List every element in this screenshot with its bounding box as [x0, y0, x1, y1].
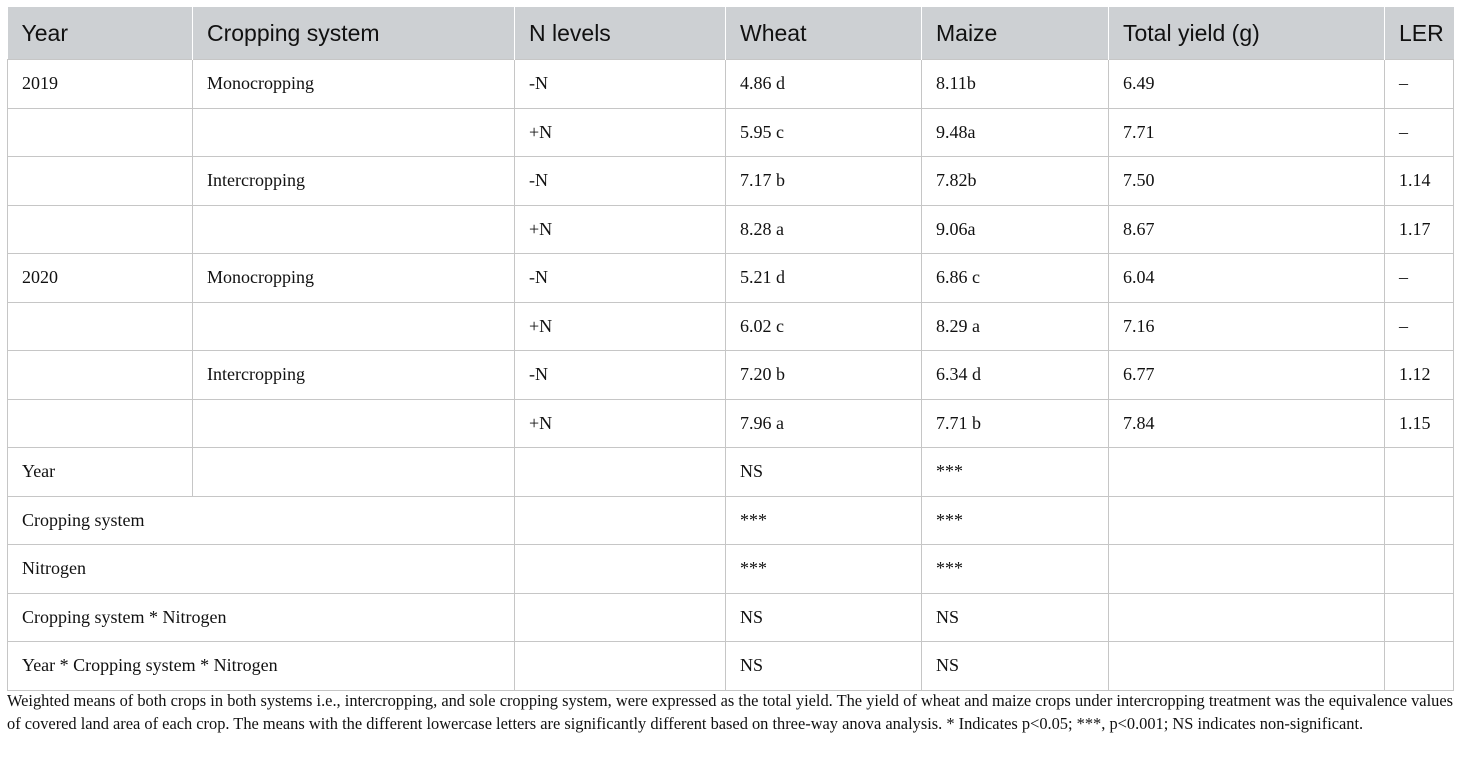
header-total-yield: Total yield (g) — [1109, 7, 1385, 60]
cell-n-level: +N — [515, 205, 726, 254]
cell-n-level: -N — [515, 157, 726, 206]
anova-empty — [1385, 448, 1454, 497]
cell-cropping-system: Intercropping — [193, 351, 515, 400]
cell-n-level: +N — [515, 302, 726, 351]
cell-total-yield: 7.50 — [1109, 157, 1385, 206]
header-maize: Maize — [922, 7, 1109, 60]
anova-label: Year — [8, 448, 193, 497]
cell-cropping-system — [193, 108, 515, 157]
anova-empty — [515, 448, 726, 497]
anova-wheat: NS — [726, 448, 922, 497]
cell-ler: – — [1385, 254, 1454, 303]
anova-empty — [515, 642, 726, 691]
anova-empty — [193, 448, 515, 497]
cell-year — [8, 157, 193, 206]
anova-empty — [1385, 642, 1454, 691]
table-row — [8, 302, 1454, 351]
cell-n-level: +N — [515, 399, 726, 448]
anova-wheat: *** — [726, 496, 922, 545]
anova-empty — [1385, 593, 1454, 642]
cell-ler: 1.17 — [1385, 205, 1454, 254]
cell-wheat: 4.86 d — [726, 60, 922, 109]
anova-maize: *** — [922, 448, 1109, 497]
table-row — [8, 399, 1454, 448]
anova-label: Cropping system * Nitrogen — [8, 593, 515, 642]
cell-cropping-system — [193, 302, 515, 351]
anova-row-nitrogen — [8, 545, 1454, 594]
cell-n-level: -N — [515, 254, 726, 303]
cell-year — [8, 399, 193, 448]
table-row — [8, 205, 1454, 254]
cell-n-level: -N — [515, 351, 726, 400]
cell-maize: 8.29 a — [922, 302, 1109, 351]
cell-year — [8, 302, 193, 351]
anova-empty — [1109, 448, 1385, 497]
cell-n-level: -N — [515, 60, 726, 109]
cell-cropping-system — [193, 399, 515, 448]
cell-maize: 6.86 c — [922, 254, 1109, 303]
anova-empty — [1385, 545, 1454, 594]
cell-year — [8, 108, 193, 157]
cell-year — [8, 351, 193, 400]
anova-row-cropping-nitrogen — [8, 593, 1454, 642]
cell-ler: 1.15 — [1385, 399, 1454, 448]
anova-wheat: NS — [726, 593, 922, 642]
anova-row-cropping-system — [8, 496, 1454, 545]
cell-total-yield: 6.49 — [1109, 60, 1385, 109]
anova-empty — [1109, 593, 1385, 642]
table-row — [8, 157, 1454, 206]
anova-empty — [1109, 642, 1385, 691]
table-row — [8, 60, 1454, 109]
cell-year — [8, 205, 193, 254]
cell-wheat: 7.96 a — [726, 399, 922, 448]
table-row — [8, 254, 1454, 303]
header-year: Year — [8, 7, 193, 60]
cell-wheat: 6.02 c — [726, 302, 922, 351]
yield-table — [7, 7, 1454, 691]
anova-row-year-cropping-nitrogen — [8, 642, 1454, 691]
anova-empty — [1109, 496, 1385, 545]
header-wheat: Wheat — [726, 7, 922, 60]
header-cropping-system: Cropping system — [193, 7, 515, 60]
cell-ler: – — [1385, 108, 1454, 157]
cell-cropping-system: Monocropping — [193, 254, 515, 303]
cell-maize: 7.82b — [922, 157, 1109, 206]
anova-empty — [515, 496, 726, 545]
anova-label: Year * Cropping system * Nitrogen — [8, 642, 515, 691]
cell-maize: 9.48a — [922, 108, 1109, 157]
anova-label: Nitrogen — [8, 545, 515, 594]
cell-total-yield: 6.04 — [1109, 254, 1385, 303]
cell-total-yield: 7.71 — [1109, 108, 1385, 157]
header-ler: LER — [1385, 7, 1454, 60]
anova-empty — [1385, 496, 1454, 545]
cell-wheat: 5.95 c — [726, 108, 922, 157]
table-row — [8, 351, 1454, 400]
cell-ler: 1.14 — [1385, 157, 1454, 206]
cell-total-yield: 6.77 — [1109, 351, 1385, 400]
anova-maize: NS — [922, 642, 1109, 691]
cell-n-level: +N — [515, 108, 726, 157]
anova-label: Cropping system — [8, 496, 515, 545]
cell-year: 2020 — [8, 254, 193, 303]
cell-wheat: 7.17 b — [726, 157, 922, 206]
table-container — [7, 7, 1453, 691]
anova-maize: *** — [922, 496, 1109, 545]
header-row — [8, 7, 1454, 60]
cell-maize: 8.11b — [922, 60, 1109, 109]
cell-ler: – — [1385, 302, 1454, 351]
anova-wheat: *** — [726, 545, 922, 594]
header-n-levels: N levels — [515, 7, 726, 60]
cell-cropping-system — [193, 205, 515, 254]
anova-empty — [515, 593, 726, 642]
cell-maize: 6.34 d — [922, 351, 1109, 400]
cell-ler: 1.12 — [1385, 351, 1454, 400]
cell-wheat: 8.28 a — [726, 205, 922, 254]
cell-cropping-system: Monocropping — [193, 60, 515, 109]
table-footnote: Weighted means of both crops in both systems i.e., intercropping, and sole cropping system, were expressed as the total yield. The yield of wheat and maize crops under intercropping treatment was the equivalence values of covered land area of each crop. The means with the different lowercase letters are significantly different based on three-way anova analysis. * Indicates p<0.05; ***, p<0.001; NS indicates non-significant. — [7, 691, 1453, 733]
cell-total-yield: 7.16 — [1109, 302, 1385, 351]
anova-empty — [1109, 545, 1385, 594]
table-row — [8, 108, 1454, 157]
anova-empty — [515, 545, 726, 594]
cell-year: 2019 — [8, 60, 193, 109]
anova-row-year — [8, 448, 1454, 497]
cell-total-yield: 7.84 — [1109, 399, 1385, 448]
anova-maize: NS — [922, 593, 1109, 642]
cell-maize: 7.71 b — [922, 399, 1109, 448]
anova-wheat: NS — [726, 642, 922, 691]
cell-ler: – — [1385, 60, 1454, 109]
cell-wheat: 5.21 d — [726, 254, 922, 303]
cell-wheat: 7.20 b — [726, 351, 922, 400]
cell-cropping-system: Intercropping — [193, 157, 515, 206]
anova-maize: *** — [922, 545, 1109, 594]
cell-maize: 9.06a — [922, 205, 1109, 254]
cell-total-yield: 8.67 — [1109, 205, 1385, 254]
